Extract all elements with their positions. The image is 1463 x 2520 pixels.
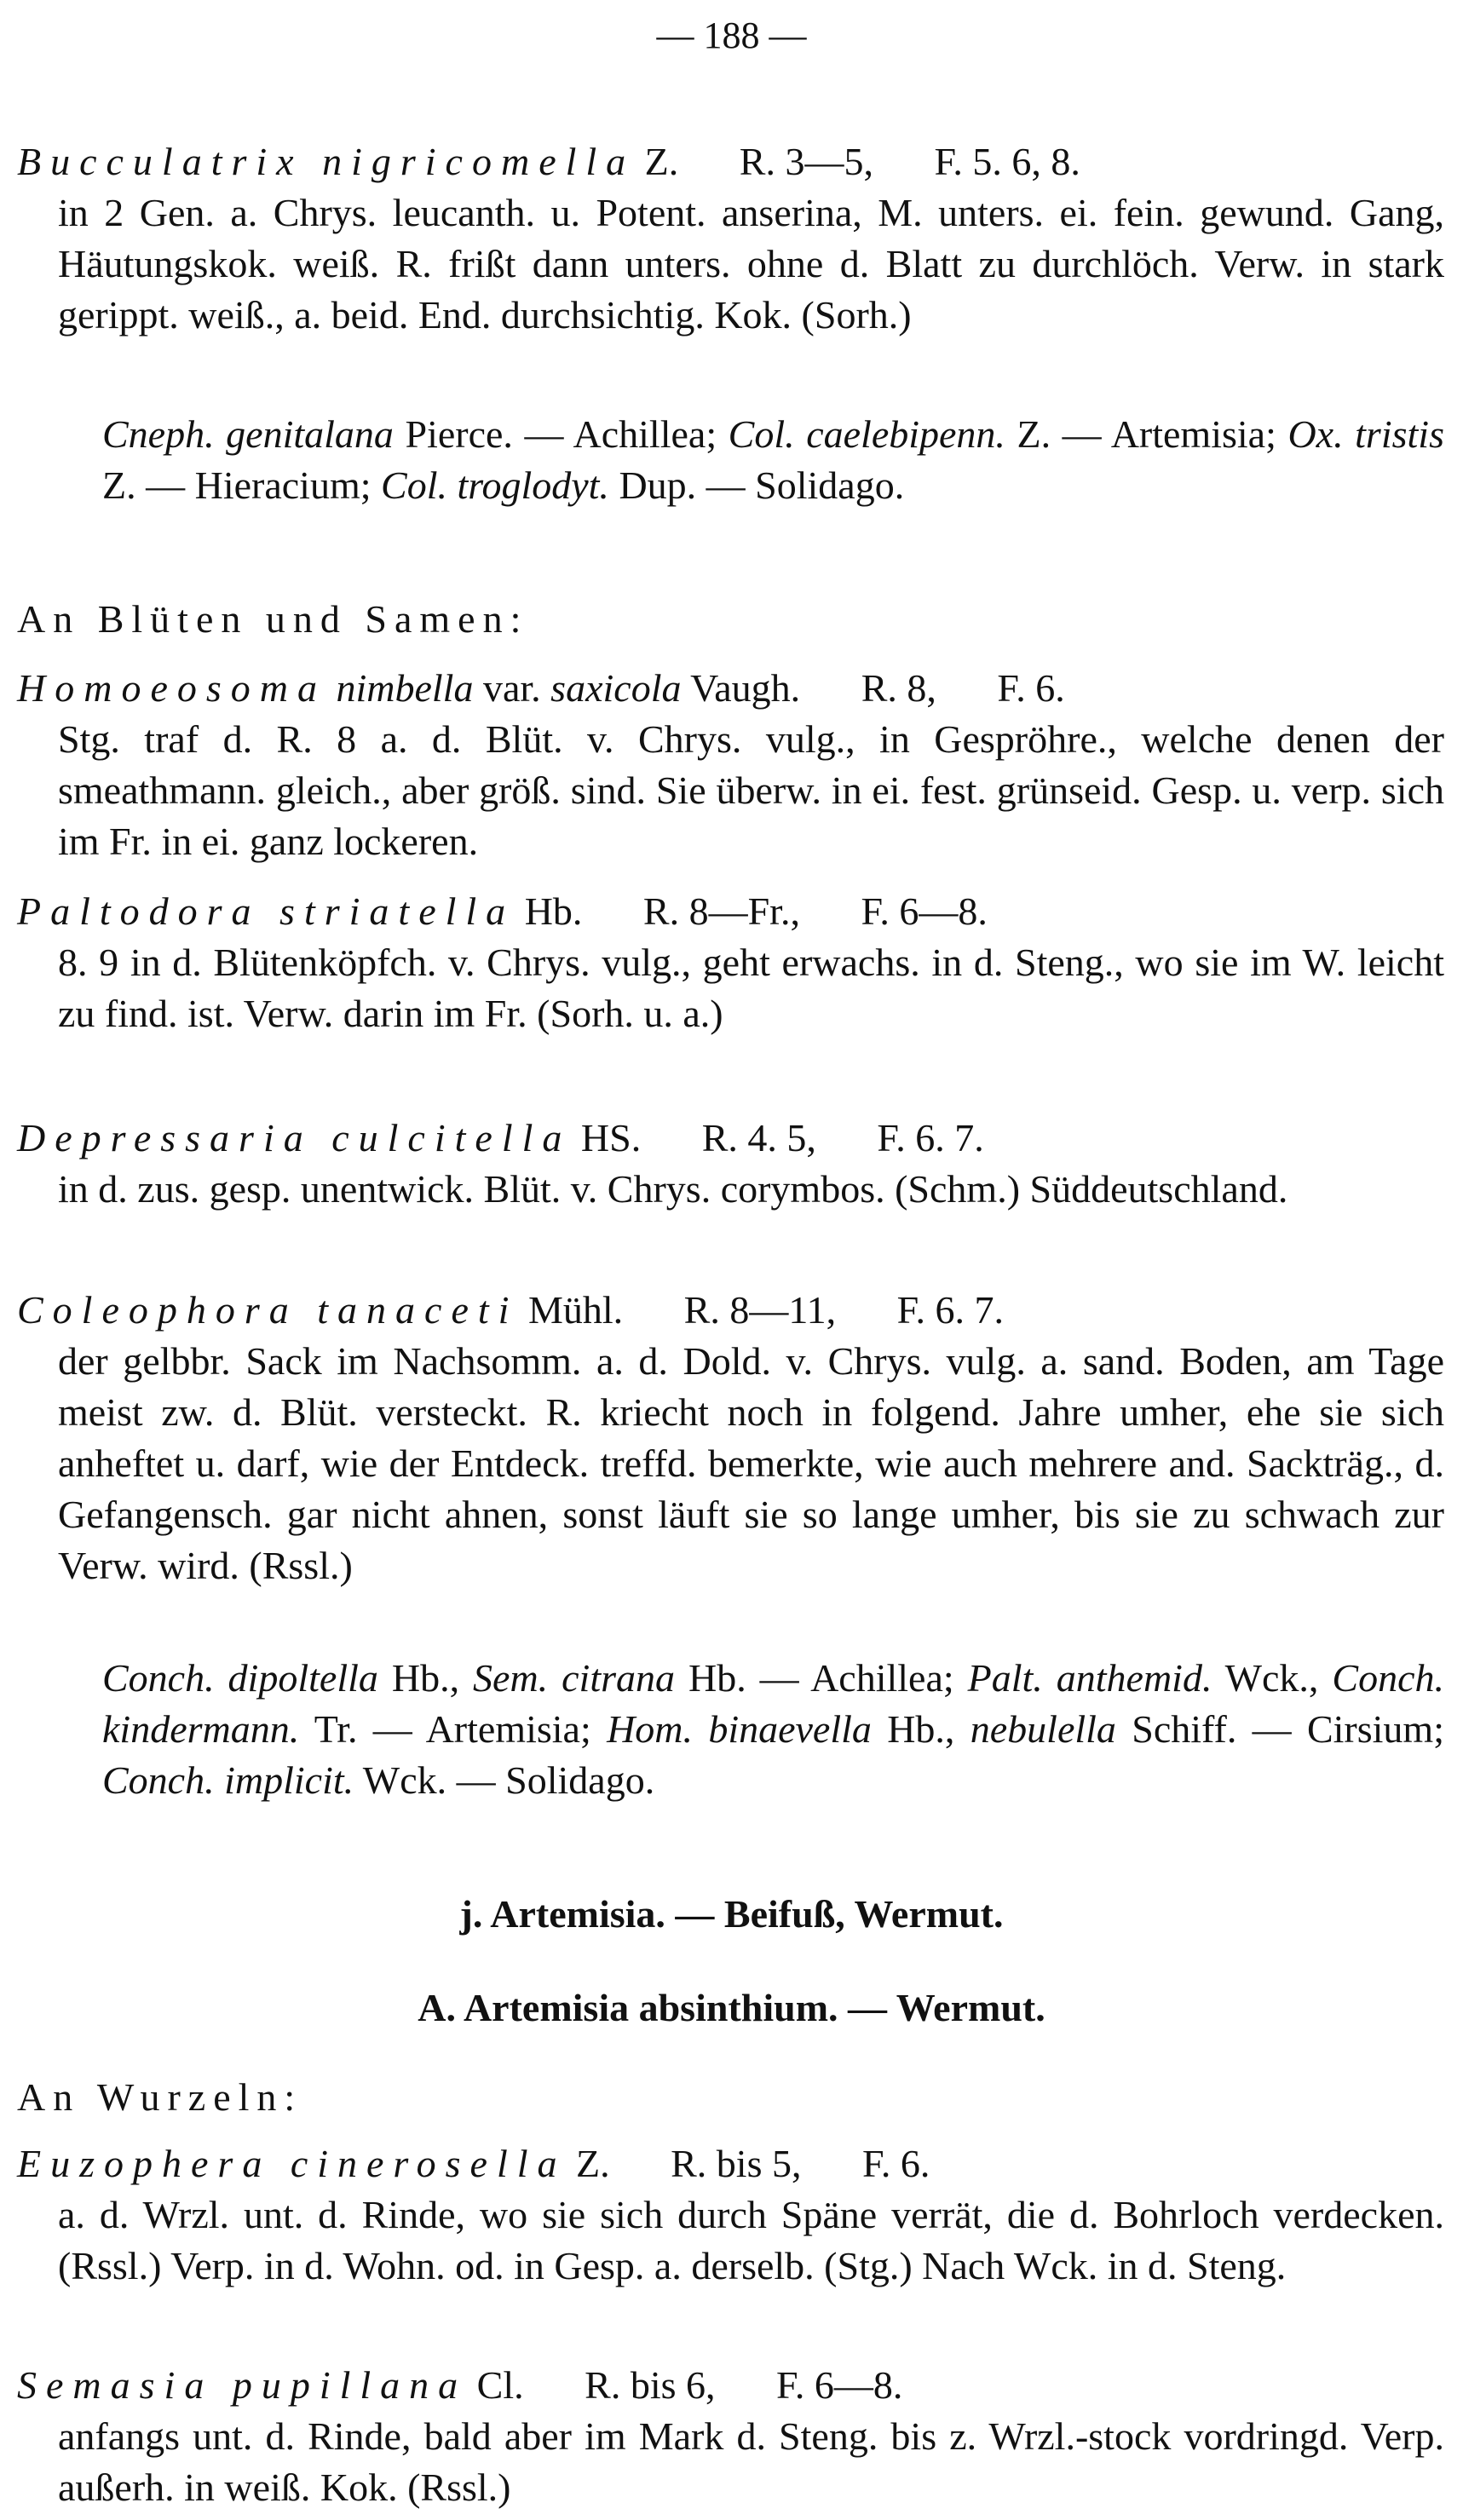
larva-period: R. 4. 5, (701, 1116, 816, 1159)
note-text: Hb., (871, 1707, 971, 1751)
species-entry-homoeosoma (17, 663, 1444, 867)
note-text: Z. — Artemisia; (1005, 412, 1288, 456)
entry-heading (17, 136, 1444, 187)
note-text: Dup. — Solidago. (608, 463, 905, 507)
species-entry-paltodora (17, 886, 1444, 1039)
note-text: Pierce. — Achillea; (393, 412, 729, 456)
species-entry-euzophera (17, 2138, 1444, 2292)
species-name: Depressaria culcitella (17, 1116, 572, 1159)
entry-text: 8. 9 in d. Blütenköpfch. v. Chrys. vulg., geht erwachs. in d. Steng., wo sie im W. leicht zu find. ist. Verw. darin im Fr. (Sorh. u. a.) (58, 941, 1444, 1035)
species-entry-coleophora (17, 1285, 1444, 1591)
species-name: Paltodora striatella (17, 889, 516, 933)
entry-heading (17, 663, 1444, 714)
related-species-note (102, 409, 1444, 511)
entry-text: in d. zus. gesp. unentwick. Blüt. v. Chrys. corymbos. (Schm.) Süddeutschland. (58, 1167, 1288, 1211)
author: Z. (644, 140, 679, 183)
author: Z. (576, 2142, 610, 2185)
section-heading: An Wurzeln: (17, 2075, 303, 2119)
note-text: Wck. — Solidago. (354, 1758, 655, 1802)
author: Vaugh. (690, 666, 801, 710)
entry-text: der gelbbr. Sack im Nachsomm. a. d. Dold. v. Chrys. vulg. a. sand. Boden, am Tage meist zw. d. Blüt. versteckt. R. kriecht noch in folgend. Jahre umher, ehe sie sich anheftet u. darf, wie der Entdeck. treffd. bemerkte, wie auch mehrere and. Sackträg., d. Gefangensch. gar nicht ahnen, sonst läuft sie so lange umher, bis sie zu schwach zur Verw. wird. (Rssl.) (58, 1339, 1444, 1587)
species-name: Coleophora tanaceti (17, 1288, 519, 1332)
entry-heading (17, 1285, 1444, 1336)
species-entry-semasia (17, 2360, 1444, 2513)
entry-text: in 2 Gen. a. Chrys. leucanth. u. Potent. anserina, M. unters. ei. fein. gewund. Gang, Häutungskok. weiß. R. frißt dann unters. ohne d. Blatt zu durchlöch. Verw. in stark gerippt. weiß., a. beid. End. durchsichtig. Kok. (Sorh.) (58, 191, 1444, 337)
note-species: nebulella (970, 1707, 1116, 1751)
species-name: Euzophera cinerosella (17, 2142, 567, 2185)
larva-period: R. 3—5, (739, 140, 873, 183)
author: Cl. (476, 2363, 524, 2407)
larva-period: R. 8—11, (683, 1288, 837, 1332)
note-species: Hom. binaevella (607, 1707, 872, 1751)
entry-heading (17, 2138, 1444, 2189)
note-species: Cneph. genitalana (102, 412, 394, 456)
flight-period: F. 6—8. (776, 2363, 903, 2407)
note-text: Schiff. — Cirsium; (1115, 1707, 1444, 1751)
note-species: Sem. citrana (473, 1656, 676, 1700)
note-species: Conch. kindermann. (102, 1656, 1445, 1751)
author: Hb. (524, 889, 583, 933)
entry-heading (17, 2360, 1444, 2411)
larva-period: R. 8, (861, 666, 936, 710)
entry-text: Stg. traf d. R. 8 a. d. Blüt. v. Chrys. vulg., in Gespröhre., welche denen der smeathmann. gleich., aber größ. sind. Sie überw. in ei. fest. grünseid. Gesp. u. verp. sich im Fr. in ei. ganz lockeren. (58, 717, 1444, 863)
note-species: Col. caelebipenn. (728, 412, 1005, 456)
note-species: Palt. anthemid. (967, 1656, 1212, 1700)
note-species: Conch. dipoltella (102, 1656, 378, 1700)
variety-label: var. (482, 666, 541, 710)
author: HS. (580, 1116, 642, 1159)
note-species: Ox. tristis (1287, 412, 1444, 456)
flight-period: F. 6—8. (861, 889, 988, 933)
variety-name: saxicola (550, 666, 682, 710)
related-species-note (102, 1653, 1444, 1806)
flight-period: F. 5. 6, 8. (934, 140, 1080, 183)
species-entry-bucculatrix (17, 136, 1444, 341)
note-species: Conch. implicit. (102, 1758, 354, 1802)
section-heading: An Blüten und Samen: (17, 597, 529, 641)
entry-text: a. d. Wrzl. unt. d. Rinde, wo sie sich durch Späne verrät, die d. Bohrloch verdecken. (Rssl.) Verp. in d. Wohn. od. in Gesp. a. derselb. (Stg.) Nach Wck. in d. Steng. (58, 2193, 1444, 2287)
note-text: Z. — Hieracium; (102, 463, 382, 507)
note-text: Hb., (377, 1656, 474, 1700)
species-name: Bucculatrix nigricomella (17, 140, 636, 183)
entry-heading (17, 1113, 1444, 1164)
note-text: Wck., (1212, 1656, 1333, 1700)
note-text: Hb. — Achillea; (675, 1656, 968, 1700)
species-entry-depressaria (17, 1113, 1444, 1215)
subchapter-heading: A. Artemisia absinthium. — Wermut. (418, 1986, 1045, 2029)
flight-period: F. 6. 7. (896, 1288, 1005, 1332)
flight-period: F. 6. (862, 2142, 930, 2185)
larva-period: R. 8—Fr., (642, 889, 800, 933)
species-name: Homoeosoma (17, 666, 326, 710)
author: Mühl. (527, 1288, 624, 1332)
flight-period: F. 6. (997, 666, 1065, 710)
flight-period: F. 6. 7. (877, 1116, 984, 1159)
chapter-heading: j. Artemisia. — Beifuß, Wermut. (459, 1892, 1004, 1936)
note-text: Tr. — Artemisia; (299, 1707, 608, 1751)
entry-text: anfangs unt. d. Rinde, bald aber im Mark d. Steng. bis z. Wrzl.-stock vordringd. Verp. außerh. in weiß. Kok. (Rssl.) (58, 2414, 1444, 2509)
entry-heading (17, 886, 1444, 937)
page-number: — 188 — (656, 14, 807, 56)
larva-period: R. bis 6, (585, 2363, 716, 2407)
larva-period: R. bis 5, (671, 2142, 802, 2185)
note-species: Col. troglodyt. (381, 463, 609, 507)
species-epithet: nimbella (336, 666, 474, 710)
species-name: Semasia pupillana (17, 2363, 468, 2407)
